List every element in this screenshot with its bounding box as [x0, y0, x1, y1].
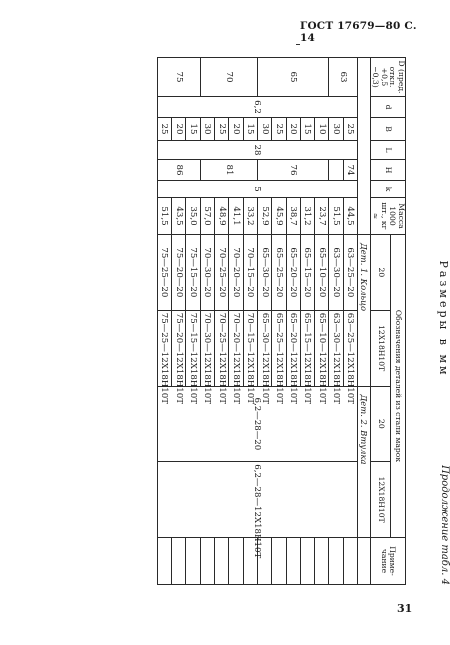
cell-note — [329, 538, 343, 585]
cell-ring-12: 65—10—12Х18Н10Т — [315, 310, 329, 386]
table-frame — [26, 57, 450, 585]
cell-ring-20: 65—10—20 — [315, 235, 329, 311]
cell-ring-12: 65—20—12Х18Н10Т — [286, 310, 300, 386]
cell-note — [186, 538, 200, 585]
cell-mass: 44,5 — [343, 198, 357, 235]
cell-mass: 23,7 — [315, 198, 329, 235]
col-steel12-ring-header: 12Х18Н10Т — [371, 310, 391, 386]
cell-ring-12: 70—30—12Х18Н10Т — [200, 310, 214, 386]
cell-ring-12: 75—20—12Х18Н10Т — [172, 310, 186, 386]
col-k-header: k — [371, 181, 406, 198]
cell-note — [315, 538, 329, 585]
cell-ring-12: 63—25—12Х18Н10Т — [343, 310, 357, 386]
col-steel12-sleeve-header: 12Х18Н10Т — [371, 462, 391, 538]
cell-D: 63 — [329, 58, 358, 97]
cell-B: 25 — [272, 118, 286, 141]
cell-mass: 41,1 — [229, 198, 243, 235]
cell-B: 25 — [157, 118, 171, 141]
cell-B: 30 — [200, 118, 214, 141]
col-L-header: L — [371, 141, 406, 160]
cell-ring-20: 65—15—20 — [300, 235, 314, 311]
cell-B: 25 — [215, 118, 229, 141]
cell-ring-20: 65—30—20 — [257, 235, 271, 311]
cell-mass: 52,9 — [257, 198, 271, 235]
cell-B: 15 — [243, 118, 257, 141]
cell-ring-20: 75—20—20 — [172, 235, 186, 311]
subheader-ring: Дет. 1. Кольцо — [358, 235, 371, 387]
cell-note — [200, 538, 214, 585]
cell-H: 74 — [343, 160, 357, 181]
cell-ring-12: 65—25—12Х18Н10Т — [272, 310, 286, 386]
cell-note — [272, 538, 286, 585]
cell-ring-20: 75—15—20 — [186, 235, 200, 311]
col-d-header: d — [371, 97, 406, 118]
cell-ring-12: 63—30—12Х18Н10Т — [329, 310, 343, 386]
page-number: 31 — [397, 602, 413, 615]
col-mass-header: Масса 1000 шт., кг ≈ — [371, 198, 406, 235]
cell-H: 86 — [157, 160, 200, 181]
cell-ring-12: 70—15—12Х18Н10Т — [243, 310, 257, 386]
cell-B: 30 — [257, 118, 271, 141]
cell-mass: 51,5 — [329, 198, 343, 235]
cell-ring-20: 70—15—20 — [243, 235, 257, 311]
cell-ring-20: 70—20—20 — [229, 235, 243, 311]
cell-ring-12: 65—15—12Х18Н10Т — [300, 310, 314, 386]
cell-H: 76 — [257, 160, 328, 181]
col-D-header: D (пред. откл. +0,5 −0,3) — [371, 58, 406, 97]
cell-D: 70 — [200, 58, 257, 97]
cell-k-shared: 5 — [157, 181, 357, 198]
cell-B: 25 — [343, 118, 357, 141]
cell-sleeve-20: 6,2—28—20 — [157, 386, 357, 462]
margin-tick — [296, 44, 300, 45]
cell-ring-20: 65—20—20 — [286, 235, 300, 311]
cell-mass: 45,9 — [272, 198, 286, 235]
cell-mass: 48,9 — [215, 198, 229, 235]
cell-B: 20 — [172, 118, 186, 141]
cell-ring-12: 70—20—12Х18Н10Т — [229, 310, 243, 386]
cell-mass: 35,0 — [186, 198, 200, 235]
sub-note-spacer — [358, 538, 371, 585]
cell-note — [172, 538, 186, 585]
cell-B: 20 — [286, 118, 300, 141]
table-continuation: Продолжение табл. 4 — [439, 465, 450, 585]
table-caption: Размеры в мм — [437, 260, 450, 378]
cell-H-empty — [329, 160, 343, 181]
cell-ring-12: 65—30—12Х18Н10Т — [257, 310, 271, 386]
col-designation-header: Обозначения деталей из стали марок — [390, 235, 405, 538]
cell-mass: 31,2 — [300, 198, 314, 235]
cell-mass: 33,2 — [243, 198, 257, 235]
cell-B: 30 — [329, 118, 343, 141]
col-B-header: B — [371, 118, 406, 141]
cell-sleeve-12: 6,2—28—12Х18Н10Т — [157, 462, 357, 538]
cell-mass: 38,7 — [286, 198, 300, 235]
col-H-header: H — [371, 160, 406, 181]
subheader-sleeve: Дет. 2. Втулка — [358, 386, 371, 538]
cell-ring-20: 65—25—20 — [272, 235, 286, 311]
cell-ring-12: 70—25—12Х18Н10Т — [215, 310, 229, 386]
col-steel20-sleeve-header: 20 — [371, 386, 391, 462]
cell-mass: 57,0 — [200, 198, 214, 235]
cell-ring-20: 70—30—20 — [200, 235, 214, 311]
cell-D: 75 — [157, 58, 200, 97]
cell-note — [343, 538, 357, 585]
rotated-table-area — [26, 57, 450, 585]
dimensions-table — [157, 57, 406, 585]
cell-B: 10 — [315, 118, 329, 141]
cell-note — [300, 538, 314, 585]
cell-note — [215, 538, 229, 585]
col-steel20-ring-header: 20 — [371, 235, 391, 311]
cell-note — [229, 538, 243, 585]
cell-mass: 43,5 — [172, 198, 186, 235]
cell-ring-12: 75—25—12Х18Н10Т — [157, 310, 171, 386]
cell-ring-20: 70—25—20 — [215, 235, 229, 311]
cell-note — [157, 538, 171, 585]
cell-B: 20 — [229, 118, 243, 141]
cell-d-shared: 6,2 — [157, 97, 357, 118]
cell-ring-20: 75—25—20 — [157, 235, 171, 311]
cell-ring-20: 63—30—20 — [329, 235, 343, 311]
col-note-header: Приме-чание — [371, 538, 406, 585]
cell-D: 65 — [257, 58, 328, 97]
document-header: ГОСТ 17679—80 С. 14 — [300, 20, 417, 44]
sub-spacer — [358, 58, 371, 235]
cell-mass: 51,5 — [157, 198, 171, 235]
cell-H: 81 — [200, 160, 257, 181]
cell-B: 15 — [300, 118, 314, 141]
cell-note — [286, 538, 300, 585]
table-row — [343, 58, 357, 585]
cell-ring-12: 75—15—12Х18Н10Т — [186, 310, 200, 386]
cell-L-shared: 28 — [157, 141, 357, 160]
cell-B: 15 — [186, 118, 200, 141]
cell-ring-20: 63—25—20 — [343, 235, 357, 311]
